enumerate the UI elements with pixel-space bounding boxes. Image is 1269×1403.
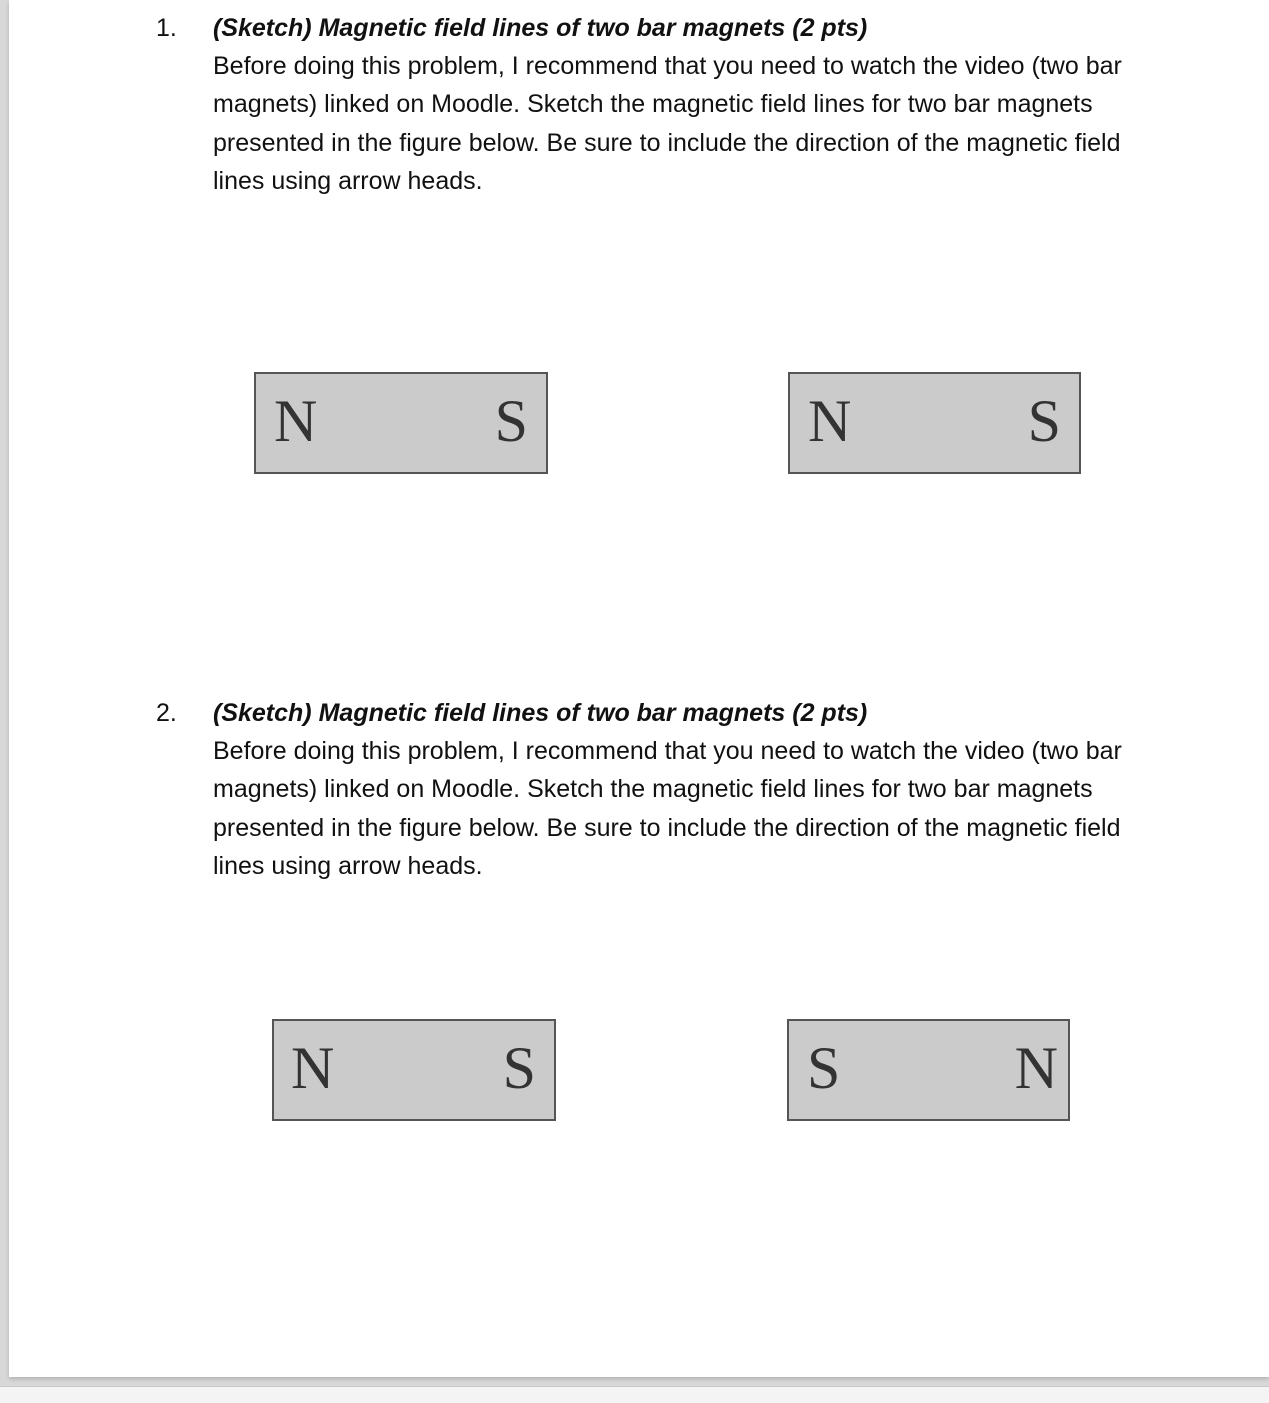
problem-body: Before doing this problem, I recommend that you need to watch the video (two bar magnets) linked on Moodle. Sketch the magnetic field lines for two bar magnets presented in the figure below. Be sure to include the direction of the magnetic field lines using arrow heads. — [213, 737, 1122, 880]
magnet-pole-left: N — [808, 388, 852, 454]
document-page — [9, 0, 1269, 1377]
problem-body: Before doing this problem, I recommend that you need to watch the video (two bar magnets) linked on Moodle. Sketch the magnetic field lines for two bar magnets presented in the figure below. Be sure to include the direction of the magnetic field lines using arrow heads. — [213, 52, 1122, 195]
magnet-pole-right: N — [1014, 1035, 1058, 1101]
magnet-pole-left: N — [274, 388, 318, 454]
magnet-pole-right: S — [494, 388, 528, 454]
problem-heading: (Sketch) Magnetic field lines of two bar magnets (2 pts) — [213, 14, 868, 42]
bar-magnet — [254, 372, 548, 474]
problem-text — [213, 694, 1133, 885]
magnet-pole-right: S — [1027, 388, 1061, 454]
magnet-pole-left: S — [807, 1035, 841, 1101]
problem-number: 2. — [156, 699, 177, 727]
problem-number: 1. — [156, 14, 177, 42]
magnet-pole-left: N — [291, 1035, 335, 1101]
magnet-pole-right: S — [502, 1035, 536, 1101]
problem-text — [213, 9, 1133, 200]
problem-heading: (Sketch) Magnetic field lines of two bar magnets (2 pts) — [213, 699, 868, 727]
next-page-edge — [0, 1386, 1269, 1403]
bar-magnet — [787, 1019, 1070, 1121]
bar-magnet — [788, 372, 1081, 474]
bar-magnet — [272, 1019, 556, 1121]
